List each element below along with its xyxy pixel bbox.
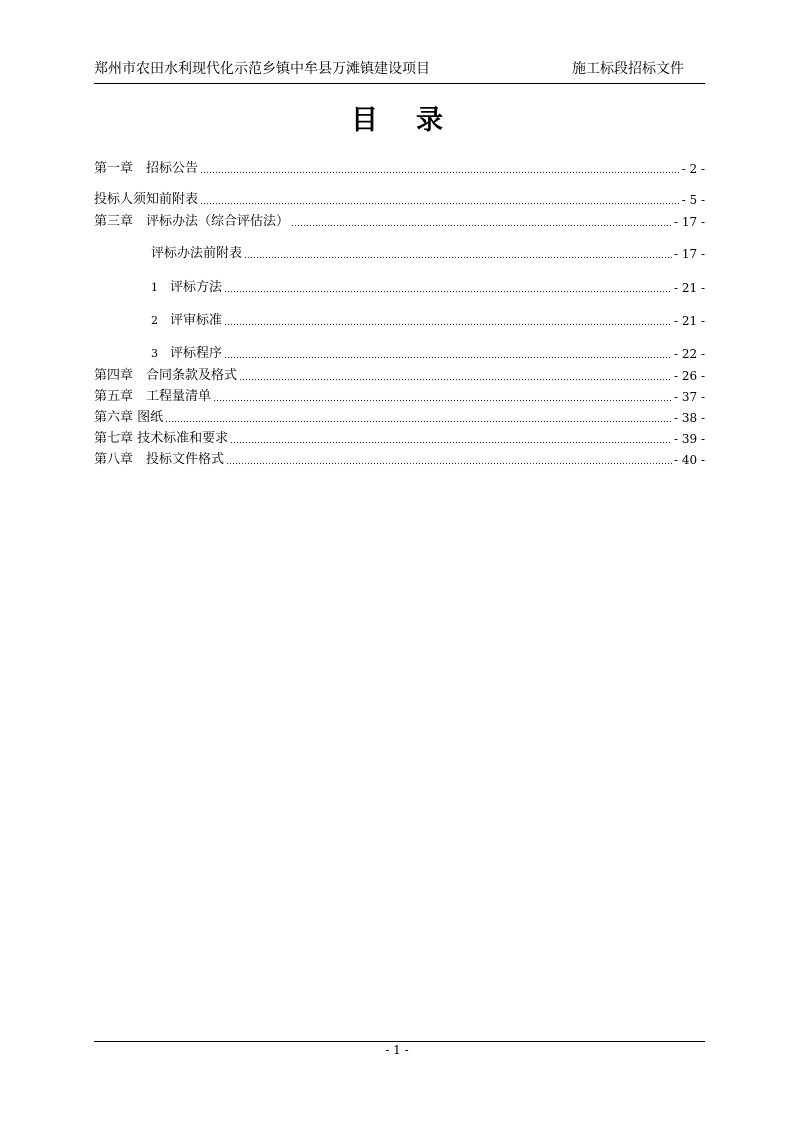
toc-entry[interactable] — [151, 346, 705, 362]
toc-leader-dots — [224, 356, 672, 359]
toc-entry-page: - 21 - — [673, 314, 705, 328]
toc-entry-page: - 2 - — [681, 162, 705, 176]
toc-entry-page: - 17 - — [673, 247, 705, 261]
toc-leader-dots — [200, 171, 680, 174]
toc-entry[interactable] — [94, 214, 705, 230]
toc-leader-dots — [165, 420, 672, 423]
toc-entry-page: - 22 - — [673, 347, 705, 361]
toc-entry-label — [151, 346, 222, 362]
toc-entry[interactable] — [94, 192, 705, 208]
toc-entry-label — [151, 313, 222, 329]
toc-entry-page: - 21 - — [673, 281, 705, 295]
toc-leader-dots — [224, 323, 672, 326]
toc-entry-text: 评审标准 — [170, 313, 223, 328]
toc-entry-page: - 37 - — [673, 390, 705, 404]
toc-leader-dots — [239, 378, 672, 381]
toc-entry-number: 3 — [151, 347, 158, 360]
toc-entry-page: - 39 - — [673, 432, 705, 446]
toc-leader-dots — [213, 399, 672, 402]
toc-entry-page: - 40 - — [673, 453, 705, 467]
toc-entry-label: 投标人须知前附表 — [94, 192, 199, 207]
toc-entry-page: - 26 - — [673, 369, 705, 383]
toc-entry[interactable] — [151, 280, 705, 296]
toc-entry-label: 第七章 技术标准和要求 — [94, 431, 229, 446]
toc-entry-label: 第四章 合同条款及格式 — [94, 368, 238, 383]
toc-entry-text: 评标方法 — [170, 280, 223, 295]
toc-entry-label: 第三章 评标办法（综合评估法） — [94, 214, 290, 229]
toc-entry-page: - 38 - — [673, 411, 705, 425]
toc-entry-page: - 17 - — [673, 215, 705, 229]
toc-entry-label: 评标办法前附表 — [151, 246, 243, 261]
toc-entry[interactable] — [151, 246, 705, 262]
toc-entry-text: 评标程序 — [170, 346, 223, 361]
toc-entry-label: 第一章 招标公告 — [94, 161, 199, 176]
toc-leader-dots — [200, 202, 680, 205]
toc-entry[interactable] — [94, 410, 705, 426]
toc-entry-number: 2 — [151, 314, 158, 327]
toc-entry[interactable] — [94, 368, 705, 384]
toc-leader-dots — [230, 441, 672, 444]
header-document-type: 施工标段招标文件 — [572, 61, 684, 77]
toc-entry[interactable] — [94, 431, 705, 447]
toc-leader-dots — [226, 462, 672, 465]
toc-entry-label: 第五章 工程量清单 — [94, 389, 212, 404]
page-title: 目录 — [351, 105, 481, 136]
footer-page-number: - 1 - — [385, 1043, 409, 1057]
footer-divider — [94, 1041, 705, 1042]
toc-entry[interactable] — [94, 161, 705, 177]
toc-entry[interactable] — [94, 452, 705, 468]
toc-entry-label: 第八章 投标文件格式 — [94, 452, 225, 467]
toc-entry-label: 第六章 图纸 — [94, 410, 164, 425]
toc-leader-dots — [291, 224, 672, 227]
toc-entry-number: 1 — [151, 281, 158, 294]
toc-entry[interactable] — [151, 313, 705, 329]
toc-entry-label — [151, 280, 222, 296]
toc-entry[interactable] — [94, 389, 705, 405]
toc-leader-dots — [244, 256, 672, 259]
header-project-title: 郑州市农田水利现代化示范乡镇中牟县万滩镇建设项目 — [94, 61, 430, 77]
header-divider — [94, 83, 705, 84]
toc-entry-page: - 5 - — [681, 193, 705, 207]
toc-leader-dots — [224, 290, 672, 293]
